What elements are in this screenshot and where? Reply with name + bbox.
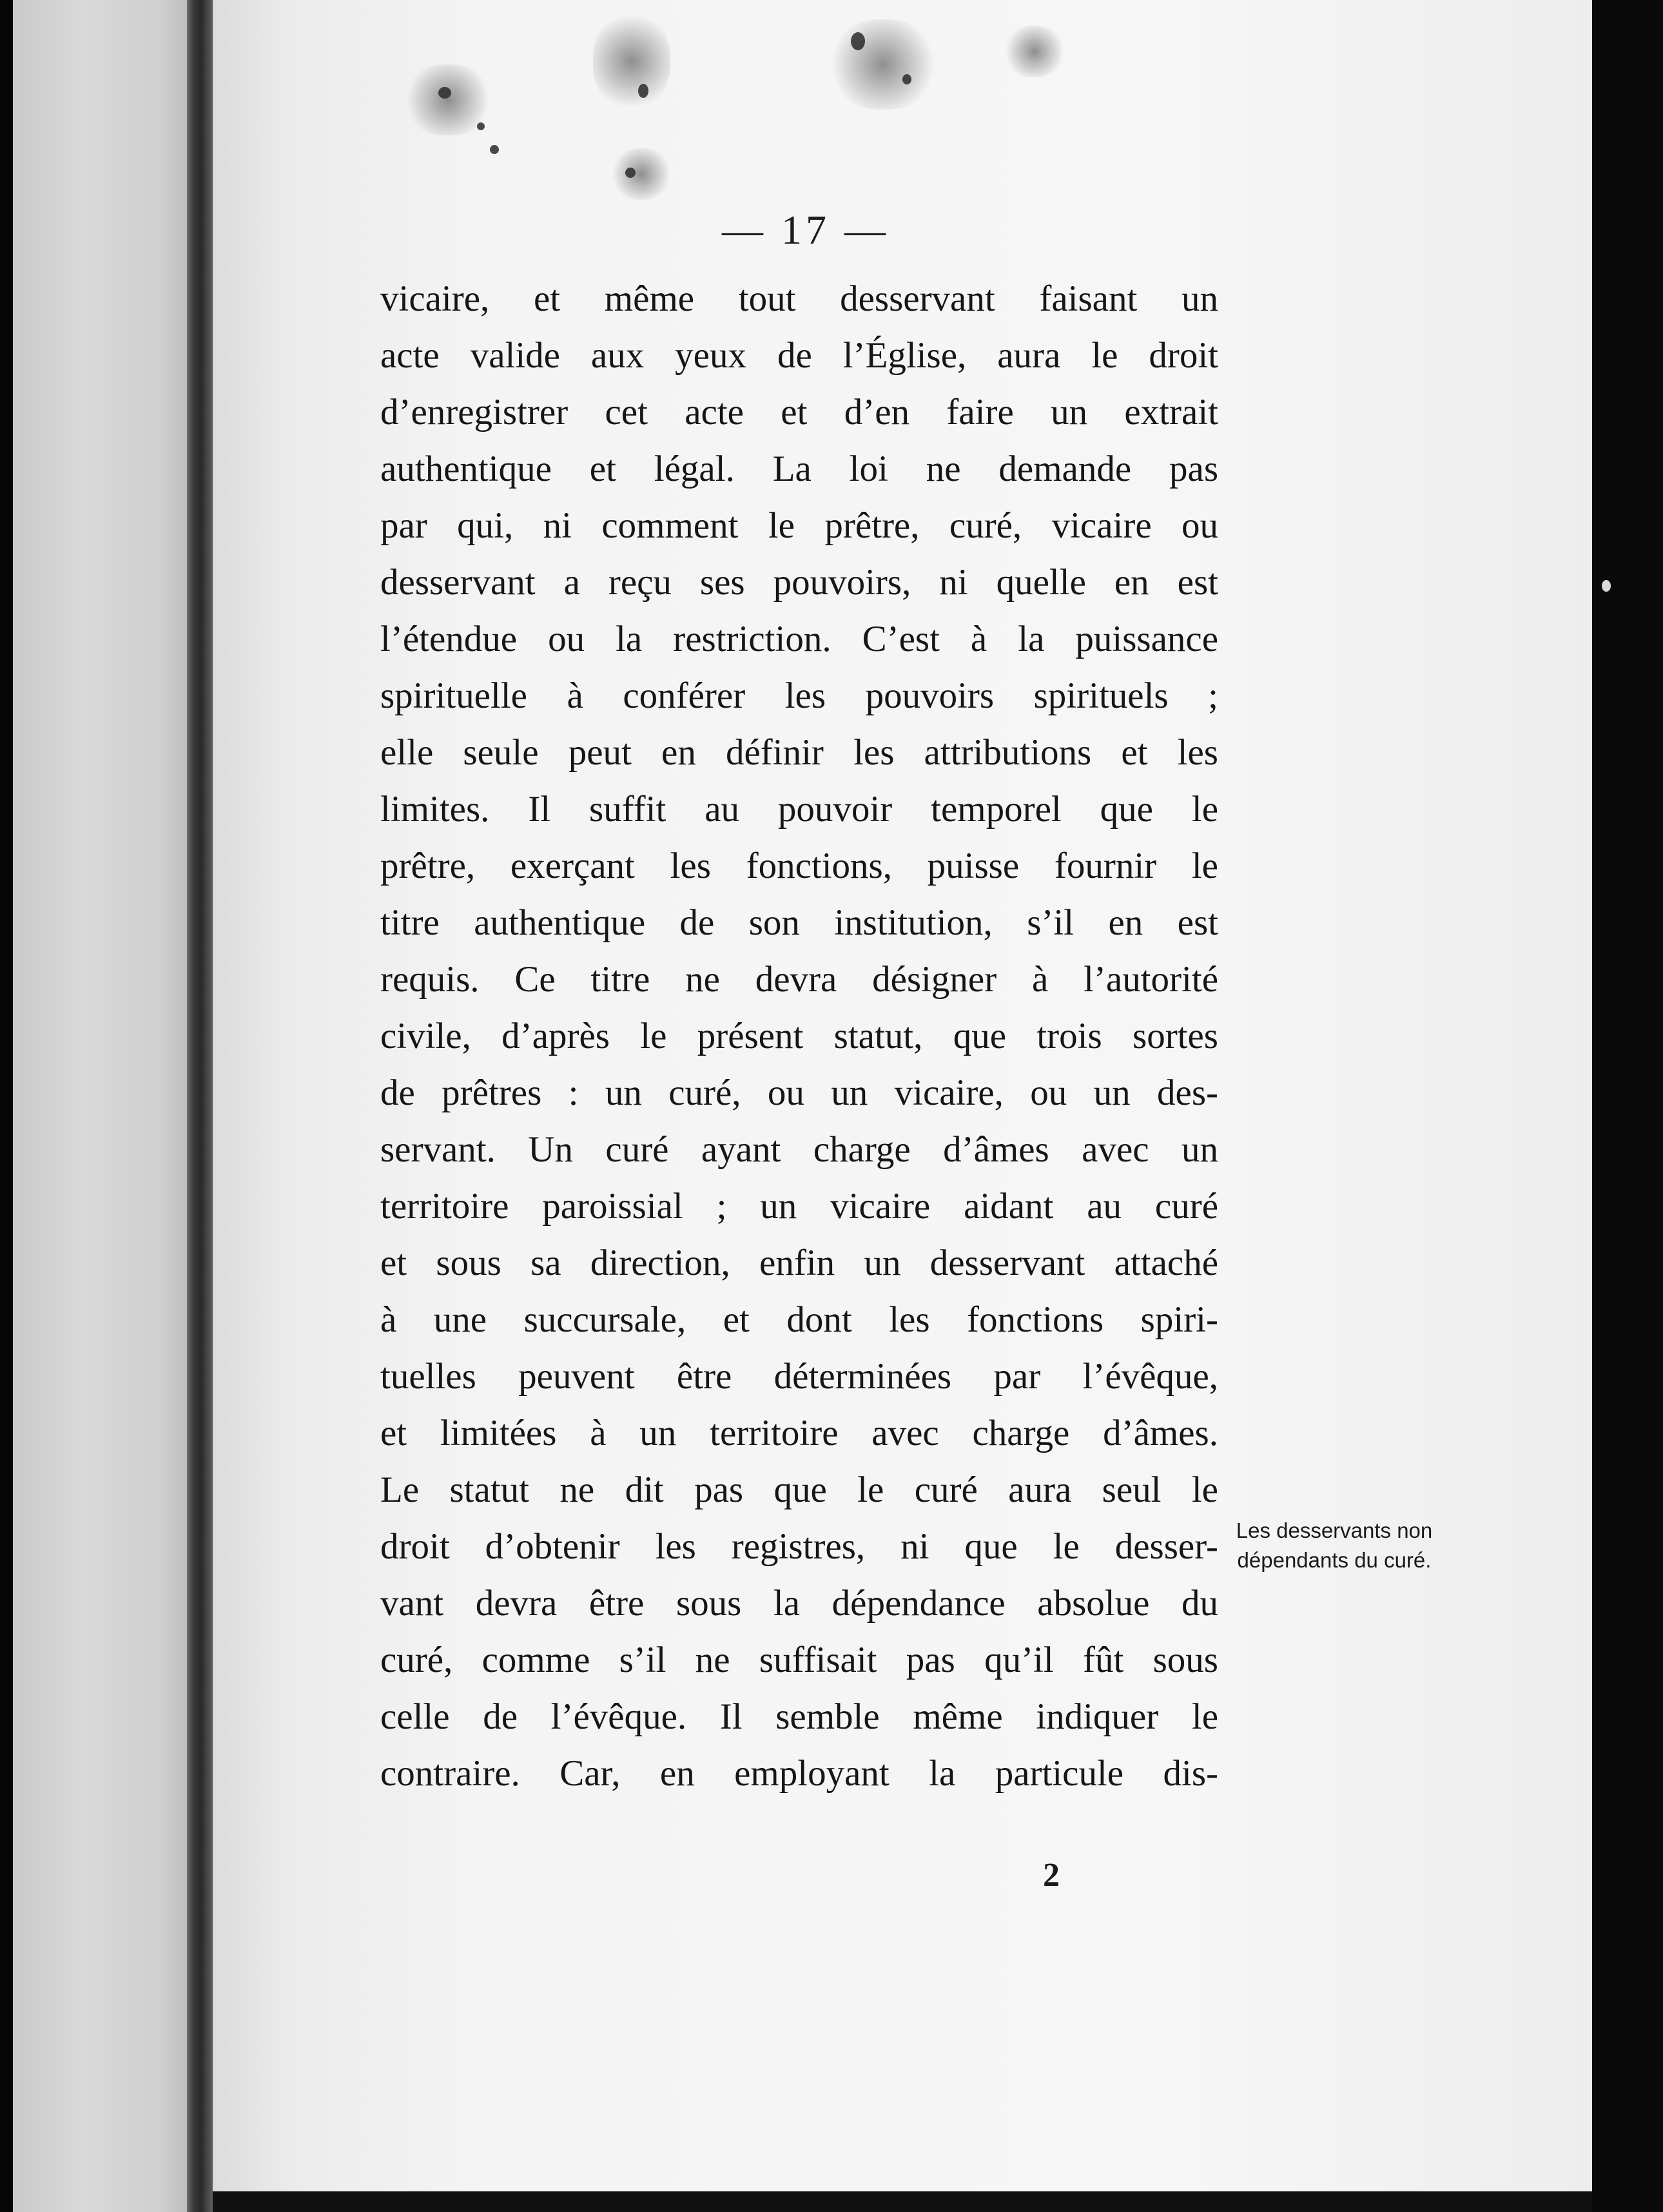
text-line: celle de l’évêque. Il semble même indiquer le [380, 1696, 1218, 1737]
text-line: spirituelle à conférer les pouvoirs spirituels ; [380, 675, 1218, 716]
text-line: de prêtres : un curé, ou un vicaire, ou un des- [380, 1072, 1218, 1113]
text-line: elle seule peut en définir les attributions et les [380, 732, 1218, 773]
ink-speck [490, 145, 499, 154]
ink-speck [438, 87, 451, 99]
text-line: titre authentique de son institution, s’il en est [380, 902, 1218, 943]
scan-bottom-border [213, 2191, 1663, 2212]
scan-right-border [1592, 0, 1663, 2212]
text-line: contraire. Car, en employant la particule dis- [380, 1753, 1218, 1794]
ink-speck [638, 84, 648, 98]
scan-left-border [0, 0, 13, 2212]
text-line: et sous sa direction, enfin un desservant attaché [380, 1243, 1218, 1283]
text-line: curé, comme s’il ne suffisait pas qu’il fût sous [380, 1640, 1218, 1680]
text-line: acte valide aux yeux de l’Église, aura le droit [380, 335, 1218, 376]
ink-smudge [1006, 26, 1064, 77]
margin-note [1212, 1516, 1457, 1575]
ink-speck [625, 168, 636, 178]
text-line: territoire paroissial ; un vicaire aidant au curé [380, 1186, 1218, 1227]
ink-speck [1602, 580, 1611, 592]
ink-smudge [612, 148, 670, 200]
signature-mark: 2 [1043, 1857, 1060, 1894]
page-number: — 17 — [722, 207, 890, 253]
ink-smudge [593, 13, 670, 110]
text-line: requis. Ce titre ne devra désigner à l’autorité [380, 959, 1218, 1000]
text-line: authentique et légal. La loi ne demande pas [380, 449, 1218, 489]
text-line: l’étendue ou la restriction. C’est à la puissance [380, 619, 1218, 659]
text-line: Le statut ne dit pas que le curé aura seul le [380, 1470, 1218, 1510]
margin-note-line: dépendants du curé. [1237, 1548, 1432, 1572]
body-text [380, 271, 1218, 1802]
ink-smudge [831, 19, 935, 110]
text-line: d’enregistrer cet acte et d’en faire un extrait [380, 392, 1218, 432]
ink-speck [902, 74, 911, 84]
text-line: civile, d’après le présent statut, que trois sortes [380, 1016, 1218, 1056]
text-line: servant. Un curé ayant charge d’âmes avec un [380, 1129, 1218, 1170]
text-line: droit d’obtenir les registres, ni que le desser- [380, 1526, 1218, 1567]
text-line: par qui, ni comment le prêtre, curé, vicaire ou [380, 505, 1218, 546]
text-line: prêtre, exerçant les fonctions, puisse fournir le [380, 846, 1218, 886]
text-line: tuelles peuvent être déterminées par l’évêque, [380, 1356, 1218, 1397]
text-line: limites. Il suffit au pouvoir temporel que le [380, 789, 1218, 830]
book-gutter [187, 0, 213, 2212]
text-line: à une succursale, et dont les fonctions spiri- [380, 1299, 1218, 1340]
ink-speck [851, 32, 865, 50]
text-line: vant devra être sous la dépendance absolue du [380, 1583, 1218, 1624]
margin-note-line: Les desservants non [1236, 1518, 1433, 1542]
previous-page-edge [13, 0, 187, 2212]
text-line: desservant a reçu ses pouvoirs, ni quelle en est [380, 562, 1218, 603]
text-line: et limitées à un territoire avec charge d’âmes. [380, 1413, 1218, 1453]
text-line: vicaire, et même tout desservant faisant un [380, 278, 1218, 319]
ink-speck [477, 122, 485, 130]
